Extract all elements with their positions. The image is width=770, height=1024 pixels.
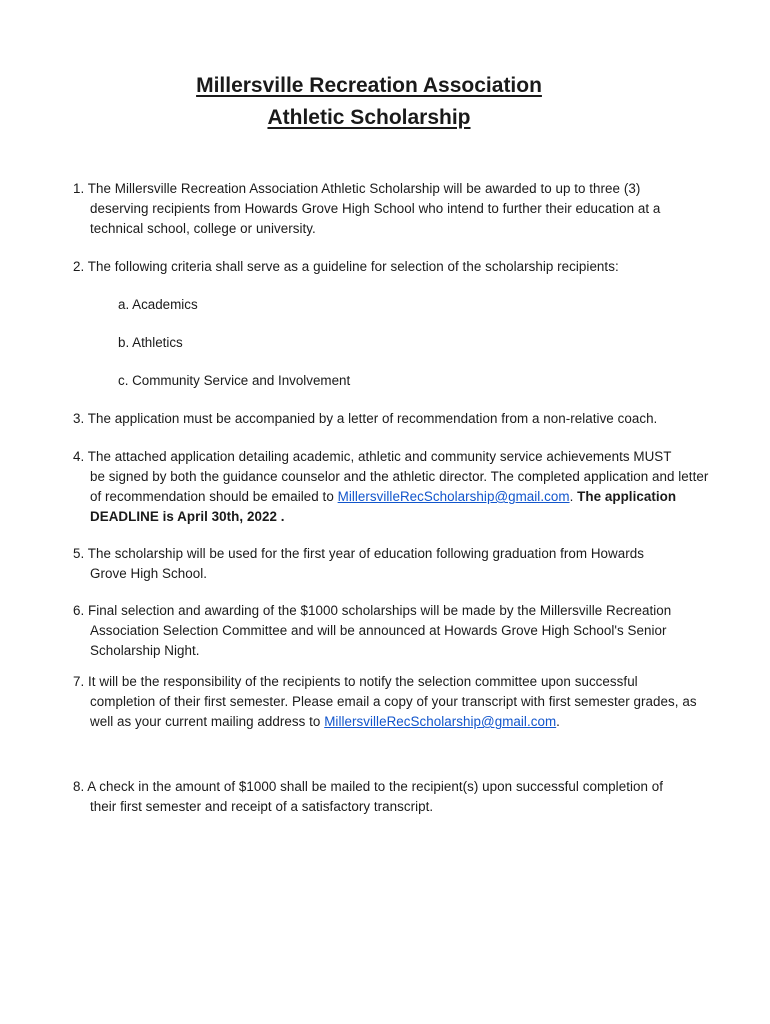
email-link[interactable]: MillersvilleRecScholarship@gmail.com: [324, 714, 557, 729]
item-7: [73, 672, 713, 732]
item-4-body: be signed by both the guidance counselor and the athletic director. The completed application and letter of recommendation should be emailed to: [90, 469, 709, 504]
item-5-continuation: Grove High School.: [90, 566, 208, 581]
item-1-first-line: 1. The Millersville Recreation Association Athletic Scholarship will be awarded to up to three (3): [73, 181, 641, 196]
item-8-first-line: 8. A check in the amount of $1000 shall be mailed to the recipient(s) upon successful completion of: [73, 779, 664, 794]
title-line-1: Millersville Recreation Association: [196, 74, 542, 97]
item-1-continuation: deserving recipients from Howards Grove High School who intend to further their education at a technical school, college or university.: [90, 201, 661, 236]
item-2: 2. The following criteria shall serve as a guideline for selection of the scholarship recipients:: [73, 259, 619, 274]
item-4-first-line: 4. The attached application detailing academic, athletic and community service achievements MUST: [73, 449, 672, 464]
deadline-text: The application DEADLINE is April 30th, 2022 .: [90, 489, 677, 524]
item-8: [73, 777, 713, 817]
item-4-email-period: .: [569, 489, 574, 504]
item-5-first-line: 5. The scholarship will be used for the first year of education following graduation from Howards: [73, 546, 645, 561]
email-link[interactable]: MillersvilleRecScholarship@gmail.com: [337, 489, 570, 504]
criteria-academics: a. Academics: [118, 297, 198, 312]
item-7-email-period: .: [556, 714, 560, 729]
item-1: [73, 179, 713, 239]
item-3: 3. The application must be accompanied by a letter of recommendation from a non-relative coach.: [73, 411, 658, 426]
item-6-first-line: 6. Final selection and awarding of the $1000 scholarships will be made by the Millersville Recreation: [73, 603, 672, 618]
item-6-continuation: Association Selection Committee and will be announced at Howards Grove High School's Senior Scholarship Night.: [90, 623, 667, 658]
item-4-continuation: [73, 467, 713, 527]
item-7-first-line: 7. It will be the responsibility of the recipients to notify the selection committee upon successful: [73, 674, 638, 689]
item-8-continuation: their first semester and receipt of a satisfactory transcript.: [90, 799, 434, 814]
item-7-continuation: [73, 692, 713, 732]
item-5: [73, 544, 713, 584]
item-6: [73, 601, 713, 661]
item-4: [73, 447, 713, 527]
criteria-athletics: b. Athletics: [118, 335, 183, 350]
title-line-2: Athletic Scholarship: [267, 106, 471, 129]
criteria-community-service: c. Community Service and Involvement: [118, 373, 351, 388]
item-7-body: completion of their first semester. Please email a copy of your transcript with first semester grades, as well as your current mailing address to: [90, 694, 697, 729]
